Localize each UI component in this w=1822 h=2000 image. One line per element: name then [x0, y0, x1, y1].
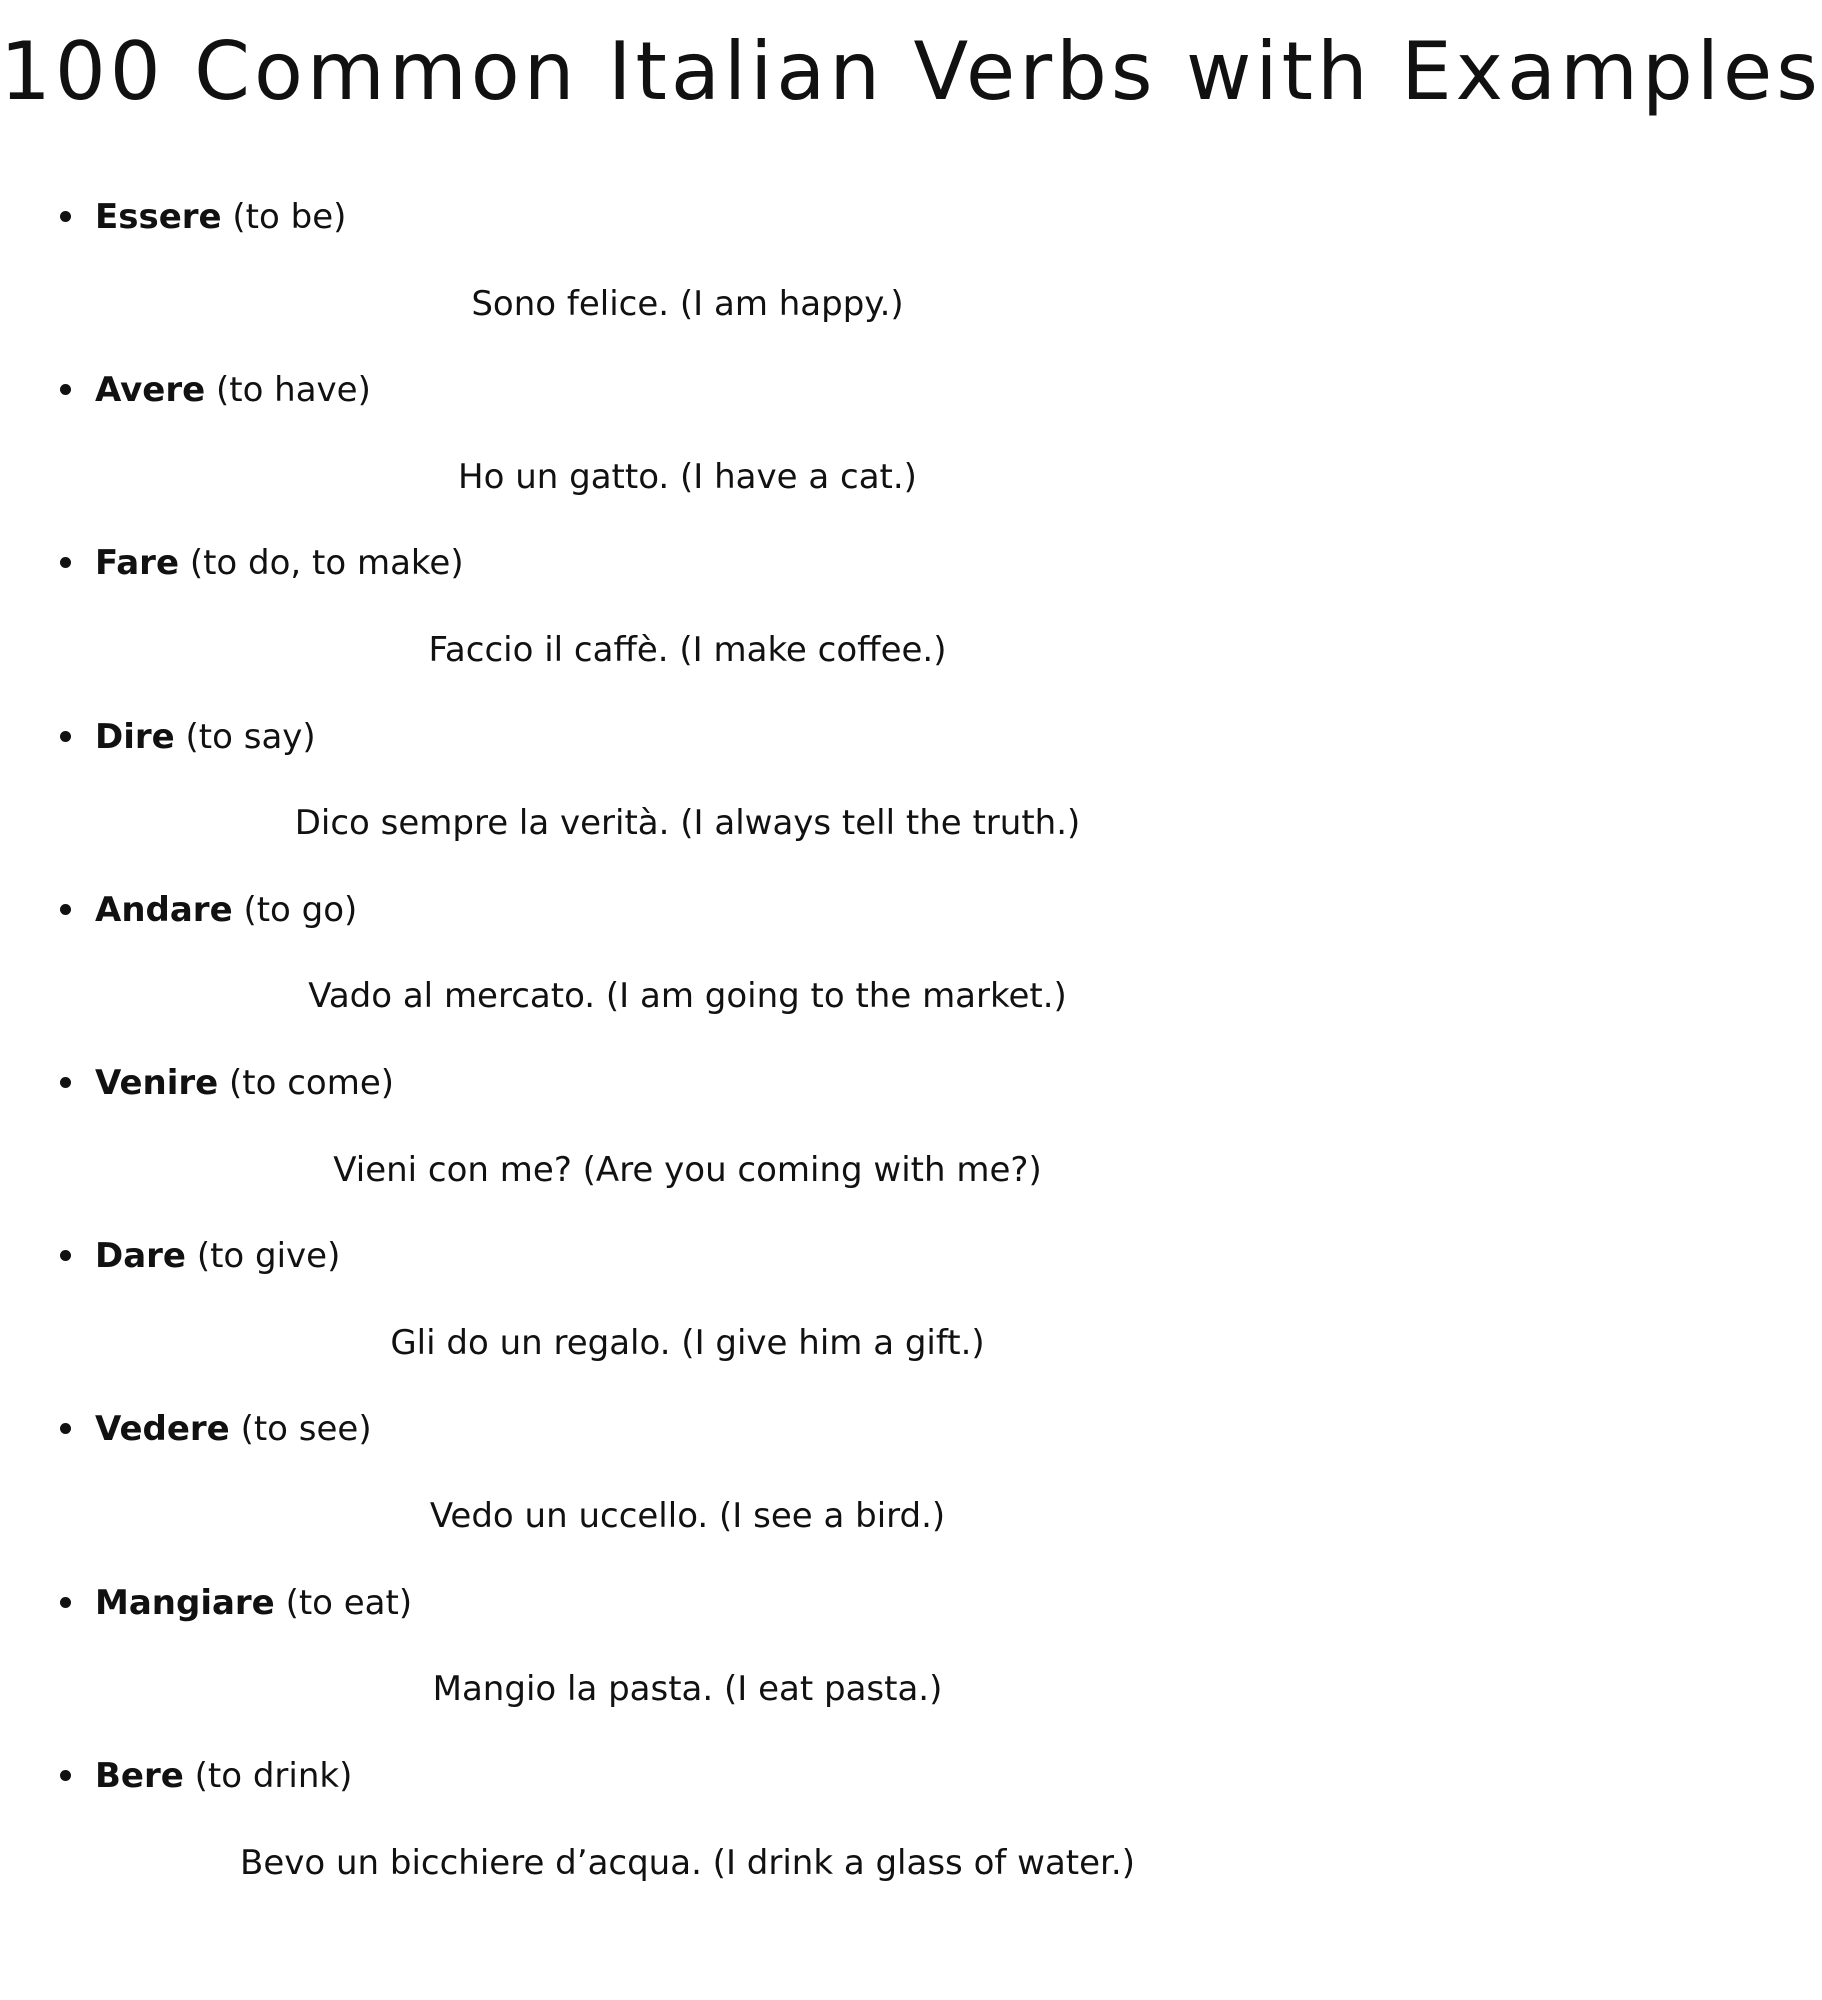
bullet-icon	[60, 1250, 71, 1261]
verb-word: Mangiare	[95, 1583, 275, 1623]
verb-word: Essere	[95, 197, 222, 237]
verb-example: Vado al mercato. (I am going to the market.)	[308, 976, 1067, 1016]
bullet-icon	[60, 731, 71, 742]
verb-item	[60, 1058, 394, 1108]
verb-example: Gli do un regalo. (I give him a gift.)	[390, 1323, 985, 1363]
bullet-icon	[60, 904, 71, 915]
verb-word: Avere	[95, 370, 206, 410]
bullet-icon	[60, 211, 71, 222]
bullet-icon	[60, 1597, 71, 1608]
verb-meaning: (to drink)	[194, 1756, 353, 1796]
bullet-icon	[60, 384, 71, 395]
verb-example: Bevo un bicchiere d’acqua. (I drink a glass of water.)	[240, 1843, 1135, 1883]
verb-item	[60, 885, 357, 935]
verb-example: Vedo un uccello. (I see a bird.)	[429, 1496, 946, 1536]
page-title: 100 Common Italian Verbs with Examples	[0, 25, 1822, 118]
bullet-icon	[60, 1077, 71, 1088]
verb-item	[60, 712, 316, 762]
verb-item	[60, 365, 371, 415]
verb-meaning: (to say)	[185, 717, 316, 757]
verb-meaning: (to do, to make)	[189, 543, 464, 583]
verb-example: Faccio il caffè. (I make coffee.)	[428, 630, 947, 670]
verb-word: Fare	[95, 543, 180, 583]
bullet-icon	[60, 1423, 71, 1434]
verb-meaning: (to see)	[240, 1409, 372, 1449]
verb-word: Dire	[95, 717, 175, 757]
verb-word: Bere	[95, 1756, 184, 1796]
verb-item	[60, 192, 346, 242]
verb-word: Dare	[95, 1236, 186, 1276]
verb-example: Sono felice. (I am happy.)	[471, 284, 904, 324]
verb-item	[60, 1751, 352, 1801]
verb-meaning: (to have)	[215, 370, 371, 410]
verb-example: Vieni con me? (Are you coming with me?)	[333, 1150, 1042, 1190]
verb-example: Dico sempre la verità. (I always tell the truth.)	[294, 803, 1081, 843]
verb-item	[60, 1231, 340, 1281]
verb-meaning: (to eat)	[285, 1583, 413, 1623]
verb-word: Andare	[95, 890, 233, 930]
verb-example: Ho un gatto. (I have a cat.)	[458, 457, 917, 497]
verb-meaning: (to be)	[232, 197, 347, 237]
bullet-icon	[60, 557, 71, 568]
bullet-icon	[60, 1770, 71, 1781]
verb-item	[60, 1578, 412, 1628]
verb-item	[60, 1404, 372, 1454]
verb-word: Venire	[95, 1063, 219, 1103]
verb-meaning: (to come)	[229, 1063, 395, 1103]
verb-item	[60, 538, 464, 588]
verb-meaning: (to give)	[196, 1236, 341, 1276]
verb-example: Mangio la pasta. (I eat pasta.)	[432, 1669, 943, 1709]
verb-word: Vedere	[95, 1409, 230, 1449]
verb-meaning: (to go)	[243, 890, 358, 930]
